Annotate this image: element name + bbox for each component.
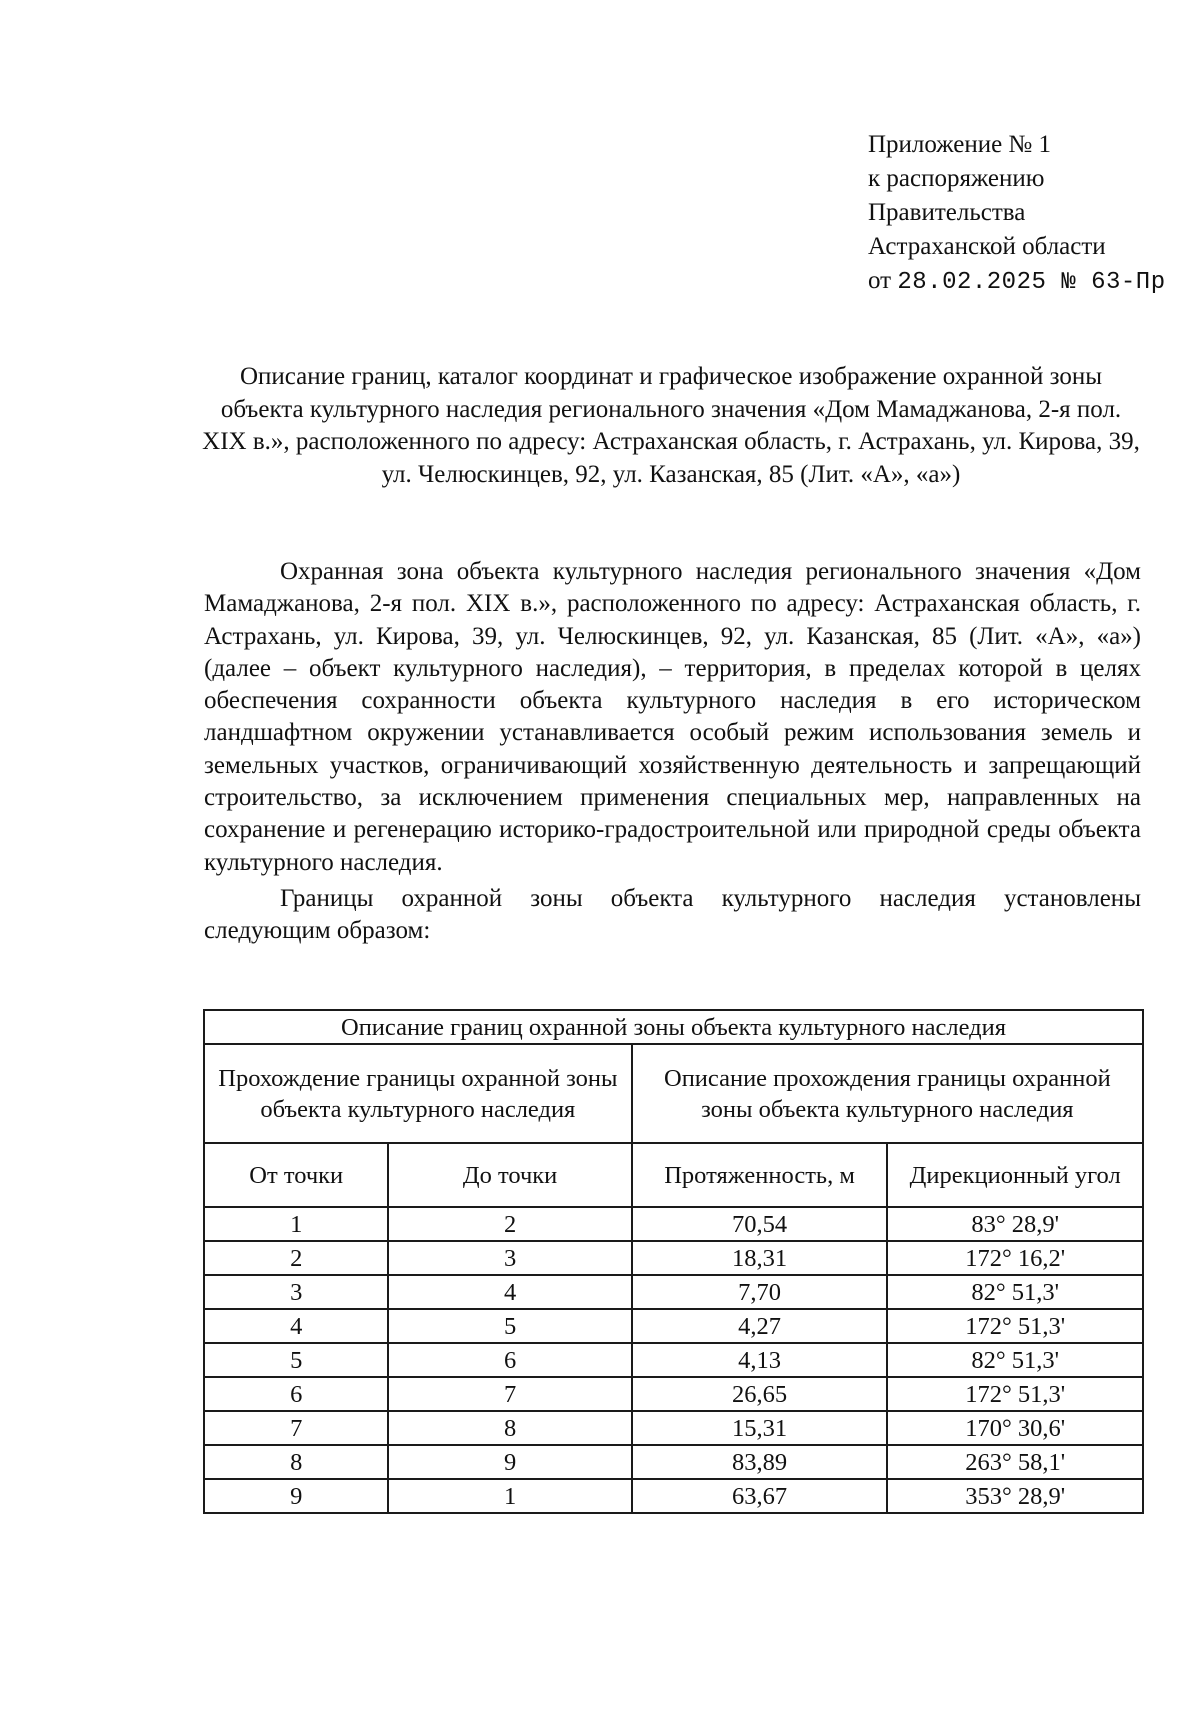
cell-angle: 170° 30,6' (887, 1411, 1143, 1445)
cell-length: 15,31 (632, 1411, 888, 1445)
cell-length: 4,27 (632, 1309, 888, 1343)
cell-from: 5 (204, 1343, 388, 1377)
appendix-order-line: к распоряжению (868, 165, 1045, 192)
cell-length: 63,67 (632, 1479, 888, 1513)
appendix-date-number: 28.02.2025 № 63-Пр (897, 269, 1166, 296)
cell-angle: 263° 58,1' (887, 1445, 1143, 1479)
cell-from: 8 (204, 1445, 388, 1479)
cell-length: 4,13 (632, 1343, 888, 1377)
cell-to: 3 (388, 1241, 631, 1275)
cell-angle: 82° 51,3' (887, 1343, 1143, 1377)
table-row (204, 1309, 1143, 1343)
cell-from: 3 (204, 1275, 388, 1309)
table-row (204, 1343, 1143, 1377)
table-row (204, 1241, 1143, 1275)
cell-angle: 353° 28,9' (887, 1479, 1143, 1513)
cell-length: 26,65 (632, 1377, 888, 1411)
cell-to: 2 (388, 1207, 631, 1241)
table-row (204, 1445, 1143, 1479)
cell-from: 1 (204, 1207, 388, 1241)
group-header-passage: Прохождение границы охранной зоны объекта культурного наследия (204, 1044, 632, 1143)
column-header-angle: Дирекционный угол (887, 1143, 1143, 1207)
table-caption: Описание границ охранной зоны объекта культурного наследия (204, 1010, 1143, 1044)
cell-to: 5 (388, 1309, 631, 1343)
table-row (204, 1377, 1143, 1411)
cell-angle: 172° 51,3' (887, 1377, 1143, 1411)
cell-to: 6 (388, 1343, 631, 1377)
appendix-government-line: Правительства (868, 199, 1026, 226)
document-body (204, 556, 1141, 948)
body-paragraph-1: Охранная зона объекта культурного наследия регионального значения «Дом Мамаджанова, 2-я пол. XIX в.», расположенного по адресу: Астраханская область, г. Астрахань, ул. Кирова, 39, ул. Челюскинцев, 92, ул. Казанская, 85 (Лит. «А», «а») (далее – объект культурного наследия), – территория, в пределах которой в целях обеспечения сохранности объекта культурного наследия в его историческом ландшафтном окружении устанавливается особый режим использования земель и земельных участков, ограничивающий хозяйственную деятельность и запрещающий строительство, за исключением применения специальных мер, направленных на сохранение и регенерацию историко-градостроительной или природной среды объекта культурного наследия. (204, 558, 1141, 876)
table-row (204, 1275, 1143, 1309)
cell-angle: 83° 28,9' (887, 1207, 1143, 1241)
column-header-to: До точки (388, 1143, 631, 1207)
boundary-table (203, 1009, 1144, 1514)
cell-to: 1 (388, 1479, 631, 1513)
cell-from: 2 (204, 1241, 388, 1275)
cell-length: 18,31 (632, 1241, 888, 1275)
table-row (204, 1411, 1143, 1445)
appendix-region-line: Астраханской области (868, 233, 1106, 260)
appendix-number: Приложение № 1 (868, 131, 1052, 158)
cell-angle: 172° 51,3' (887, 1309, 1143, 1343)
table-group-header-row (204, 1044, 1143, 1143)
cell-from: 9 (204, 1479, 388, 1513)
cell-to: 4 (388, 1275, 631, 1309)
column-header-from: От точки (204, 1143, 388, 1207)
appendix-header (868, 128, 1188, 300)
cell-angle: 172° 16,2' (887, 1241, 1143, 1275)
cell-to: 8 (388, 1411, 631, 1445)
table-row (204, 1479, 1143, 1513)
column-header-length: Протяженность, м (632, 1143, 888, 1207)
table-caption-row (204, 1010, 1143, 1044)
cell-length: 83,89 (632, 1445, 888, 1479)
cell-length: 70,54 (632, 1207, 888, 1241)
cell-to: 7 (388, 1377, 631, 1411)
table-column-header-row (204, 1143, 1143, 1207)
cell-length: 7,70 (632, 1275, 888, 1309)
cell-to: 9 (388, 1445, 631, 1479)
group-header-description: Описание прохождения границы охранной зоны объекта культурного наследия (632, 1044, 1143, 1143)
cell-from: 7 (204, 1411, 388, 1445)
body-paragraph-2: Границы охранной зоны объекта культурного наследия установлены следующим образом: (204, 884, 1141, 945)
appendix-date-prefix: от (868, 267, 892, 294)
appendix-date-line (868, 264, 1188, 300)
cell-from: 6 (204, 1377, 388, 1411)
document-title: Описание границ, каталог координат и графическое изображение охранной зоны объекта культурного наследия регионального значения «Дом Мамаджанова, 2-я пол. XIX в.», расположенного по адресу: Астраханская область, г. Астрахань, ул. Кирова, 39, ул. Челюскинцев, 92, ул. Казанская, 85 (Лит. «А», «а») (202, 363, 1140, 488)
table-row (204, 1207, 1143, 1241)
cell-from: 4 (204, 1309, 388, 1343)
cell-angle: 82° 51,3' (887, 1275, 1143, 1309)
